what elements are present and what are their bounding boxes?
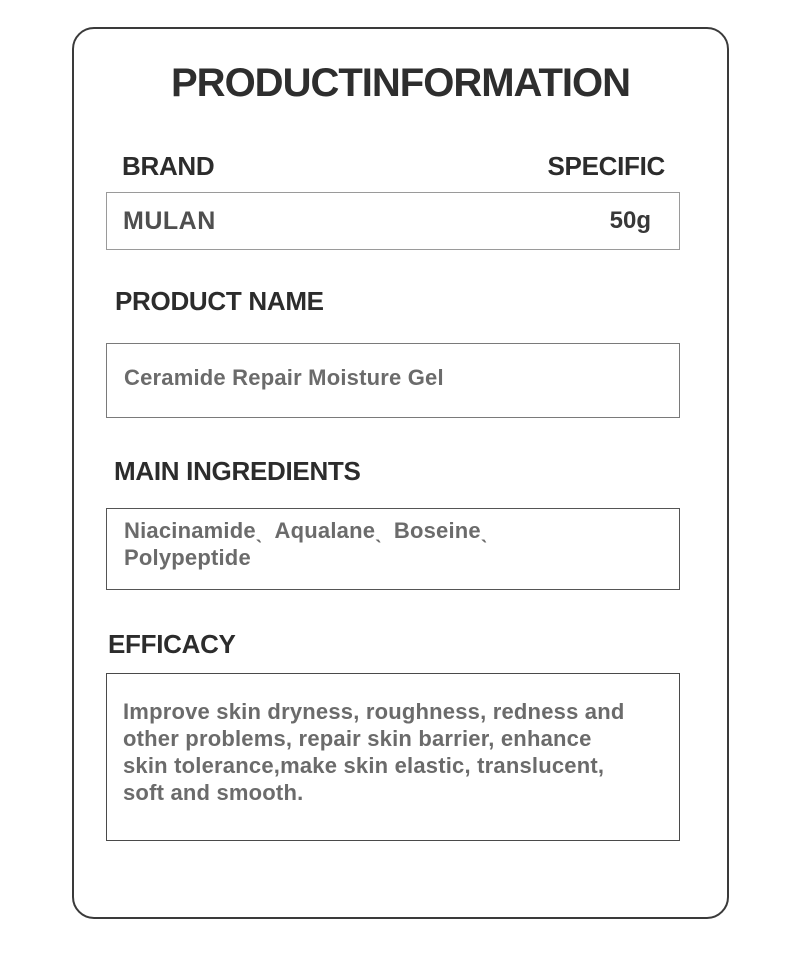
product-name-label: PRODUCT NAME <box>115 286 324 316</box>
product-name-box <box>106 343 680 418</box>
brand-value: MULAN <box>123 206 216 235</box>
efficacy-box <box>106 673 680 841</box>
product-info-card <box>72 27 729 919</box>
main-ingredients-label: MAIN INGREDIENTS <box>114 456 361 486</box>
efficacy-label: EFFICACY <box>108 629 236 659</box>
brand-label: BRAND <box>122 151 215 181</box>
brand-specific-header-row <box>106 152 695 180</box>
page-title: PRODUCTINFORMATION <box>171 61 630 105</box>
brand-specific-box <box>106 192 680 250</box>
specific-label: SPECIFIC <box>547 151 665 181</box>
specific-value: 50g <box>609 207 651 234</box>
product-name-value: Ceramide Repair Moisture Gel <box>124 365 444 390</box>
main-ingredients-value: Niacinamideˎ Aqualaneˎ Boseineˎ Polypeptide <box>124 518 500 570</box>
efficacy-value: Improve skin dryness, roughness, redness and other problems, repair skin barrier, enhance skin tolerance,make skin elastic, translucent, soft and smooth. <box>123 699 625 805</box>
main-ingredients-box <box>106 508 680 590</box>
